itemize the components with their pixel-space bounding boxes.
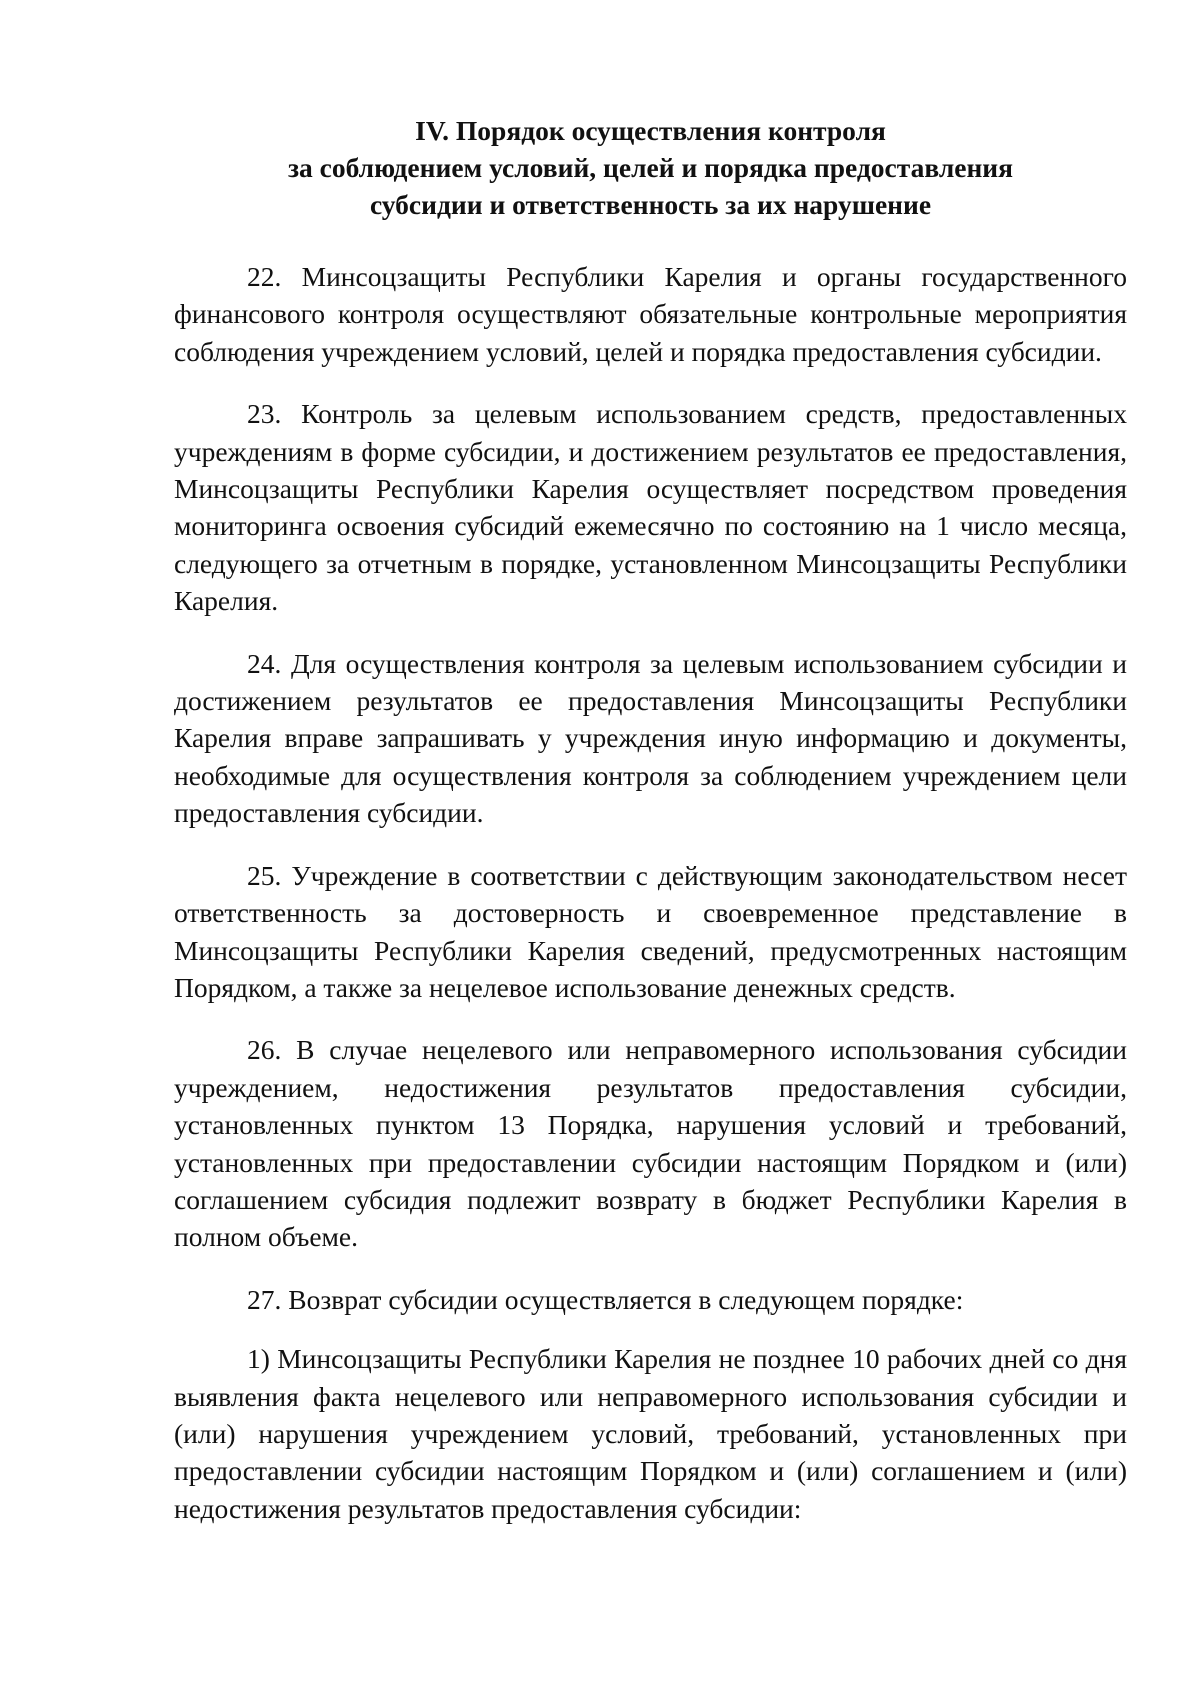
section-title (174, 112, 1127, 223)
paragraph-25: 25. Учреждение в соответствии с действующим законодательством несет ответственность за достоверность и своевременное представление в Минсоцзащиты Республики Карелия сведений, предусмотренных настоящим Порядком, а также за нецелевое использование денежных средств. (174, 859, 1127, 1003)
paragraph-24: 24. Для осуществления контроля за целевым использованием субсидии и достижением результатов ее предоставления Минсоцзащиты Республики Карелия вправе запрашивать у учреждения иную информацию и документы, необходимые для осуществления контроля за соблюдением учреждением цели предоставления субсидии. (174, 647, 1127, 829)
section-title-line-3: субсидии и ответственность за их нарушение (369, 189, 932, 220)
section-title-line-2: за соблюдением условий, целей и порядка предоставления (287, 152, 1014, 183)
document-page (174, 112, 1127, 1552)
paragraph-27-item-1: 1) Минсоцзащиты Республики Карелия не позднее 10 рабочих дней со дня выявления факта нецелевого или неправомерного использования субсидии и (или) нарушения учреждением условий, требований, установленных при предоставлении субсидии настоящим Порядком и (или) соглашением и (или) недостижения результатов предоставления субсидии: (174, 1343, 1127, 1524)
paragraph-27: 27. Возврат субсидии осуществляется в следующем порядке: (247, 1283, 964, 1315)
paragraph-23: 23. Контроль за целевым использованием средств, предоставленных учреждениям в форме субсидии, и достижением результатов ее предоставления, Минсоцзащиты Республики Карелия осуществляет посредством проведения мониторинга освоения субсидий ежемесячно по состоянию на 1 число месяца, следующего за отчетным в порядке, установленном Минсоцзащиты Республики Карелия. (174, 398, 1127, 617)
section-title-line-1: IV. Порядок осуществления контроля (415, 115, 886, 146)
paragraph-22: 22. Минсоцзащиты Республики Карелия и органы государственного финансового контроля осуществляют обязательные контрольные мероприятия соблюдения учреждением условий, целей и порядка предоставления субсидии. (174, 261, 1127, 367)
paragraph-26: 26. В случае нецелевого или неправомерного использования субсидии учреждением, недостижения результатов предоставления субсидии, установленных пунктом 13 Порядка, нарушения условий и требований, установленных при предоставлении субсидии настоящим Порядком и (или) соглашением субсидия подлежит возврату в бюджет Республики Карелия в полном объеме. (174, 1034, 1127, 1253)
